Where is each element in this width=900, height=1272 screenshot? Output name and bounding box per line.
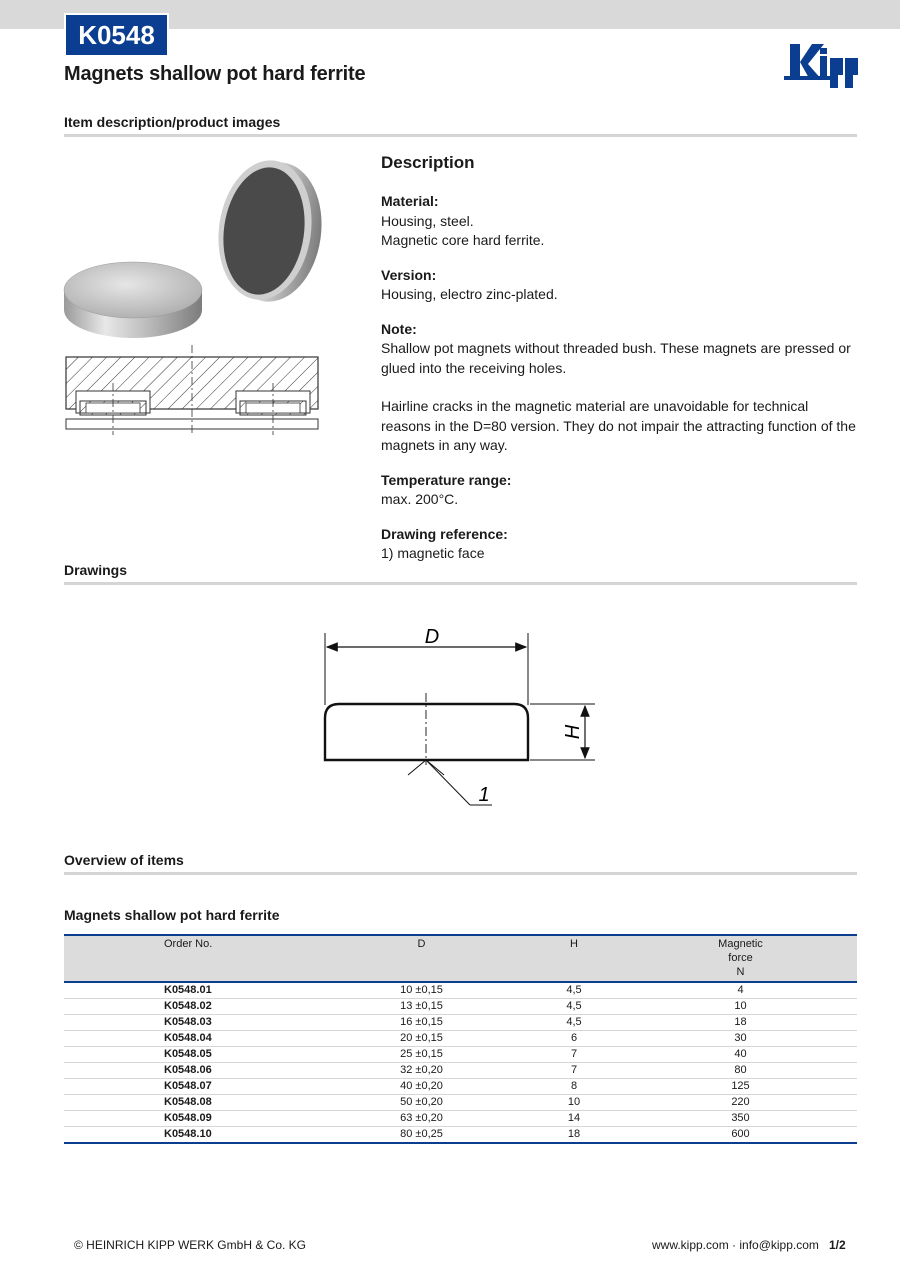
- table-row: [64, 1095, 857, 1111]
- reference-1-label: 1: [478, 784, 490, 806]
- table-row: [64, 1127, 857, 1144]
- kipp-logo: [784, 38, 858, 92]
- cell-order-no: K0548.06: [64, 1063, 319, 1079]
- description-panel: [381, 152, 861, 579]
- material-line: Magnetic core hard ferrite.: [381, 232, 545, 248]
- product-image: [62, 150, 324, 440]
- temperature-block: [381, 471, 861, 510]
- section-divider: [64, 872, 857, 875]
- cell-h: 10: [524, 1095, 624, 1111]
- cell-magnetic-force: 10: [624, 999, 857, 1015]
- section-heading-item-description: Item description/product images: [64, 114, 281, 130]
- temperature-text: max. 200°C.: [381, 491, 459, 507]
- cell-h: 8: [524, 1079, 624, 1095]
- cell-order-no: K0548.04: [64, 1031, 319, 1047]
- page-title: Magnets shallow pot hard ferrite: [64, 63, 366, 85]
- drawing-reference-label: Drawing reference:: [381, 525, 508, 542]
- cell-h: 4,5: [524, 1015, 624, 1031]
- cell-order-no: K0548.05: [64, 1047, 319, 1063]
- cell-order-no: K0548.01: [64, 982, 319, 999]
- cell-magnetic-force: 350: [624, 1111, 857, 1127]
- page-number: 1/2: [829, 1238, 846, 1252]
- cell-order-no: K0548.08: [64, 1095, 319, 1111]
- material-label: Material:: [381, 193, 439, 209]
- header-d: D: [319, 935, 524, 982]
- cell-order-no: K0548.09: [64, 1111, 319, 1127]
- cell-h: 6: [524, 1031, 624, 1047]
- section-divider: [64, 134, 857, 137]
- note-label: Note:: [381, 320, 417, 337]
- table-row: [64, 1079, 857, 1095]
- cell-h: 18: [524, 1127, 624, 1144]
- cell-d: 32 ±0,20: [319, 1063, 524, 1079]
- cell-d: 80 ±0,25: [319, 1127, 524, 1144]
- cell-h: 4,5: [524, 999, 624, 1015]
- cell-d: 13 ±0,15: [319, 999, 524, 1015]
- cell-d: 63 ±0,20: [319, 1111, 524, 1127]
- table-row: [64, 1047, 857, 1063]
- section-divider: [64, 582, 857, 585]
- cell-order-no: K0548.03: [64, 1015, 319, 1031]
- cell-magnetic-force: 600: [624, 1127, 857, 1144]
- cell-d: 16 ±0,15: [319, 1015, 524, 1031]
- cell-magnetic-force: 80: [624, 1063, 857, 1079]
- drawing-reference-block: [381, 525, 861, 564]
- cell-d: 20 ±0,15: [319, 1031, 524, 1047]
- table-title: Magnets shallow pot hard ferrite: [64, 907, 280, 923]
- cell-d: 25 ±0,15: [319, 1047, 524, 1063]
- cell-h: 7: [524, 1047, 624, 1063]
- cell-order-no: K0548.10: [64, 1127, 319, 1144]
- header-h: H: [524, 935, 624, 982]
- version-block: [381, 266, 861, 305]
- note-block: [381, 320, 861, 456]
- header-magnetic-force: Magnetic force N: [624, 935, 857, 982]
- note-text: Hairline cracks in the magnetic material are unavoidable for technical reasons in the D=80 version. They do not impair the attracting function of the magnets in any way.: [381, 398, 856, 453]
- table-row: [64, 1015, 857, 1031]
- cell-magnetic-force: 18: [624, 1015, 857, 1031]
- cell-h: 7: [524, 1063, 624, 1079]
- cell-h: 14: [524, 1111, 624, 1127]
- cell-order-no: K0548.02: [64, 999, 319, 1015]
- cell-magnetic-force: 30: [624, 1031, 857, 1047]
- material-block: [381, 192, 861, 251]
- dimension-d-label: D: [424, 626, 440, 648]
- description-heading: Description: [381, 153, 475, 172]
- table-row: [64, 1031, 857, 1047]
- header-order-no: Order No.: [64, 935, 319, 982]
- material-line: Housing, steel.: [381, 212, 474, 229]
- section-heading-drawings: Drawings: [64, 562, 128, 578]
- table-header-row: [64, 935, 857, 982]
- cell-order-no: K0548.07: [64, 1079, 319, 1095]
- table-row: [64, 1063, 857, 1079]
- temperature-label: Temperature range:: [381, 471, 512, 488]
- table-row: [64, 1111, 857, 1127]
- cell-magnetic-force: 220: [624, 1095, 857, 1111]
- table-row: [64, 982, 857, 999]
- product-code-badge: K0548: [64, 13, 169, 57]
- cell-h: 4,5: [524, 982, 624, 999]
- cell-magnetic-force: 4: [624, 982, 857, 999]
- drawing-reference-text: 1) magnetic face: [381, 545, 485, 561]
- items-table: [64, 934, 857, 1144]
- cell-d: 10 ±0,15: [319, 982, 524, 999]
- cell-magnetic-force: 40: [624, 1047, 857, 1063]
- cell-d: 40 ±0,20: [319, 1079, 524, 1095]
- version-label: Version:: [381, 266, 437, 283]
- footer-contact: www.kipp.com · info@kipp.com: [652, 1238, 819, 1252]
- cell-d: 50 ±0,20: [319, 1095, 524, 1111]
- table-row: [64, 999, 857, 1015]
- version-text: Housing, electro zinc-plated.: [381, 286, 558, 302]
- dimension-h-label: H: [562, 724, 584, 740]
- cell-magnetic-force: 125: [624, 1079, 857, 1095]
- footer-copyright: © HEINRICH KIPP WERK GmbH & Co. KG: [74, 1238, 306, 1252]
- note-text: Shallow pot magnets without threaded bush. These magnets are pressed or glued into the receiving holes.: [381, 340, 851, 376]
- section-heading-overview: Overview of items: [64, 852, 184, 868]
- technical-drawing: [300, 615, 620, 815]
